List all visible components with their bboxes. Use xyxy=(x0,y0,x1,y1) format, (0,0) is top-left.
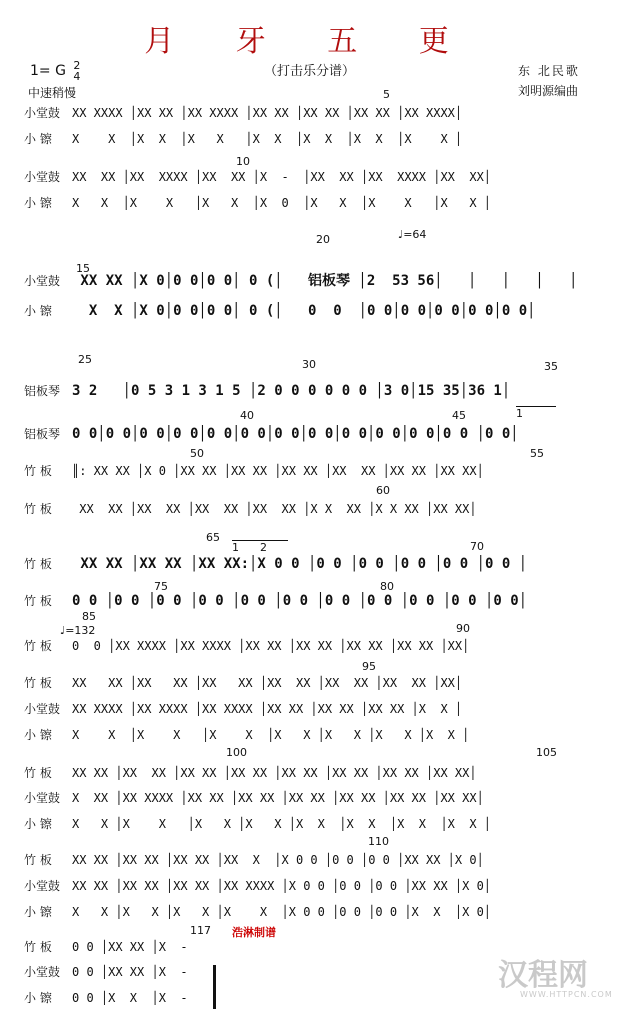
instrument-label: 小 镲 xyxy=(24,991,52,1005)
instrument-label: 竹 板 xyxy=(24,676,52,690)
notation: 0 0 │X X │X - xyxy=(72,991,188,1005)
notation: ║: XX XX │X 0 │XX XX │XX XX │XX XX │XX XX │XX XX │XX XX│ xyxy=(72,464,484,478)
instrument-label: 小 镲 xyxy=(24,196,52,210)
tempo-change-64: ♩=64 xyxy=(398,228,427,241)
measure-number: 85 xyxy=(82,610,96,623)
final-barline xyxy=(213,965,216,1009)
notation: 0 0 │XX XX │X - xyxy=(72,965,188,979)
staff-row xyxy=(0,903,619,921)
notation: X XX │XX XXXX │XX XX │XX XX │XX XX │XX XX │XX XX │XX XX│ xyxy=(72,791,484,805)
instrument-label: 小 镲 xyxy=(24,817,52,831)
instrument-label: 小堂鼓 xyxy=(24,791,61,805)
measure-number: 65 xyxy=(206,531,220,544)
instrument-label: 竹 板 xyxy=(24,594,52,608)
instrument-label: 小堂鼓 xyxy=(24,879,61,893)
staff-row xyxy=(0,592,619,610)
measure-number: 15 xyxy=(76,262,90,275)
notation: XX XX │XX XX │XX XX │XX X │X 0 0 │0 0 │0 0 │XX XX │X 0│ xyxy=(72,853,484,867)
notation: XX XXXX │XX XXXX │XX XXXX │XX XX │XX XX │XX XX │X X │ xyxy=(72,702,463,716)
staff-row xyxy=(0,425,619,443)
staff-row xyxy=(0,851,619,869)
origin-credit: 东 北民歌 xyxy=(518,64,580,78)
notation: XX XX │XX XX │XX XX │XX XX │XX XX │XX XX │XX│ xyxy=(72,676,463,690)
instrument-label: 小 镲 xyxy=(24,304,52,318)
instrument-label: 竹 板 xyxy=(24,464,52,478)
instrument-label: 铝板琴 xyxy=(24,384,61,398)
notation: XX XX │XX XXXX │XX XX │X - │XX XX │XX XXXX │XX XX│ xyxy=(72,170,492,184)
page-title: 月 牙 五 更 xyxy=(144,24,475,59)
instrument-label: 竹 板 xyxy=(24,557,52,571)
measure-number: 50 xyxy=(190,447,204,460)
staff-row xyxy=(0,104,619,122)
measure-number: 45 xyxy=(452,409,466,422)
time-signature xyxy=(73,60,80,82)
instrument-label: 竹 板 xyxy=(24,853,52,867)
notation: 3 2 │0 5 3 1 3 1 5 │2 0 0 0 0 0 0 │3 0│15 35│36 1│ xyxy=(72,383,511,399)
notation: X X │X X │X X │X 0 │X X │X X │X X │ xyxy=(72,196,492,210)
notation: 0 0 │0 0 │0 0 │0 0 │0 0 │0 0 │0 0 │0 0 │0 0 │0 0 │0 0│ xyxy=(72,593,528,609)
staff-row xyxy=(0,168,619,186)
instrument-label: 小堂鼓 xyxy=(24,106,61,120)
instrument-label: 小堂鼓 xyxy=(24,274,61,288)
instrument-label: 小堂鼓 xyxy=(24,170,61,184)
notation: XX XX │XX XX │XX XX │XX XXXX │X 0 0 │0 0 │0 0 │XX XX │X 0│ xyxy=(72,879,492,893)
measure-number: 110 xyxy=(368,835,389,848)
measure-number: 75 xyxy=(154,580,168,593)
instrument-label: 竹 板 xyxy=(24,639,52,653)
staff-row xyxy=(0,726,619,744)
notation: 0 0 │XX XX │X - xyxy=(72,940,188,954)
notation: X X │X X │X X │X X │X X │X X │X X │ xyxy=(72,728,470,742)
tempo-change-132: ♩=132 xyxy=(60,624,96,637)
watermark-logo: 汉程网 xyxy=(498,958,588,993)
arranger-credit: 刘明源编曲 xyxy=(518,84,579,98)
measure-number: 95 xyxy=(362,660,376,673)
time-denominator: 4 xyxy=(73,70,81,83)
measure-number: 35 xyxy=(544,360,558,373)
measure-number: 60 xyxy=(376,484,390,497)
subtitle: （打击乐分谱） xyxy=(263,64,355,79)
notation: 0 0 │XX XXXX │XX XXXX │XX XX │XX XX │XX XX │XX XX │XX│ xyxy=(72,639,470,653)
volta-1-bracket: 1 xyxy=(516,406,556,420)
instrument-label: 竹 板 xyxy=(24,502,52,516)
staff-row xyxy=(0,877,619,895)
notation: X X │X X │X X │X X │X X │X X │X X │X X │ xyxy=(72,817,492,831)
staff-row xyxy=(0,764,619,782)
instrument-label: 小 镲 xyxy=(24,132,52,146)
measure-number: 40 xyxy=(240,409,254,422)
measure-number: 117 xyxy=(190,924,211,937)
instrument-label: 小 镲 xyxy=(24,905,52,919)
staff-row xyxy=(0,815,619,833)
instrument-label: 铝板琴 xyxy=(24,427,61,441)
watermark-url: WWW.HTTPCN.COM xyxy=(520,990,613,999)
staff-row xyxy=(0,789,619,807)
measure-number: 90 xyxy=(456,622,470,635)
instrument-label: 竹 板 xyxy=(24,766,52,780)
notation: XX XXXX │XX XX │XX XXXX │XX XX │XX XX │XX XX │XX XXXX│ xyxy=(72,106,463,120)
measure-number: 80 xyxy=(380,580,394,593)
notation: XX XX │XX XX │XX XX │XX XX │XX XX │XX XX │XX XX │XX XX│ xyxy=(72,766,477,780)
measure-number: 105 xyxy=(536,746,557,759)
staff-row xyxy=(0,302,619,320)
instrument-label: 小堂鼓 xyxy=(24,702,61,716)
notation: X X │X X │X X │X X │X X │X X │X X │ xyxy=(72,132,463,146)
staff-row xyxy=(0,500,619,518)
tempo-marking: 中速稍慢 xyxy=(28,86,77,100)
measure-number: 100 xyxy=(226,746,247,759)
notation: XX XX │X 0│0 0│0 0│ 0 (│ 铝板琴 │2 53 56│ │ │ │ │ xyxy=(72,273,578,289)
measure-number: 25 xyxy=(78,353,92,366)
staff-row xyxy=(0,555,619,573)
staff-row xyxy=(0,637,619,655)
staff-row xyxy=(0,194,619,212)
staff-row xyxy=(0,674,619,692)
staff-row xyxy=(0,462,619,480)
notation: X X │X 0│0 0│0 0│ 0 (│ 0 0 │0 0│0 0│0 0│0 0│0 0│ xyxy=(72,303,536,319)
measure-number: 10 xyxy=(236,155,250,168)
notation: 0 0│0 0│0 0│0 0│0 0│0 0│0 0│0 0│0 0│0 0│0 0│0 0 │0 0│ xyxy=(72,426,519,442)
notation: XX XX │XX XX │XX XX:│X 0 0 │0 0 │0 0 │0 0 │0 0 │0 0 │ xyxy=(72,556,528,572)
measure-number: 70 xyxy=(470,540,484,553)
notation: X X │X X │X X │X X │X 0 0 │0 0 │0 0 │X X │X 0│ xyxy=(72,905,492,919)
measure-number: 5 xyxy=(383,88,390,101)
instrument-label: 竹 板 xyxy=(24,940,52,954)
volta-1-bracket-2: 1 2 xyxy=(232,540,288,554)
instrument-label: 小堂鼓 xyxy=(24,965,61,979)
staff-row xyxy=(0,382,619,400)
staff-row xyxy=(0,272,619,290)
instrument-label: 小 镲 xyxy=(24,728,52,742)
key-label: 1= G xyxy=(30,63,66,79)
measure-number: 30 xyxy=(302,358,316,371)
staff-row xyxy=(0,700,619,718)
key-signature xyxy=(30,60,80,82)
time-numerator: 2 xyxy=(73,59,81,72)
staff-row xyxy=(0,130,619,148)
notation: XX XX │XX XX │XX XX │XX XX │X X XX │X X XX │XX XX│ xyxy=(72,502,477,516)
transcriber-stamp: 浩淋制谱 xyxy=(232,926,276,939)
measure-number: 55 xyxy=(530,447,544,460)
measure-number: 20 xyxy=(316,233,330,246)
